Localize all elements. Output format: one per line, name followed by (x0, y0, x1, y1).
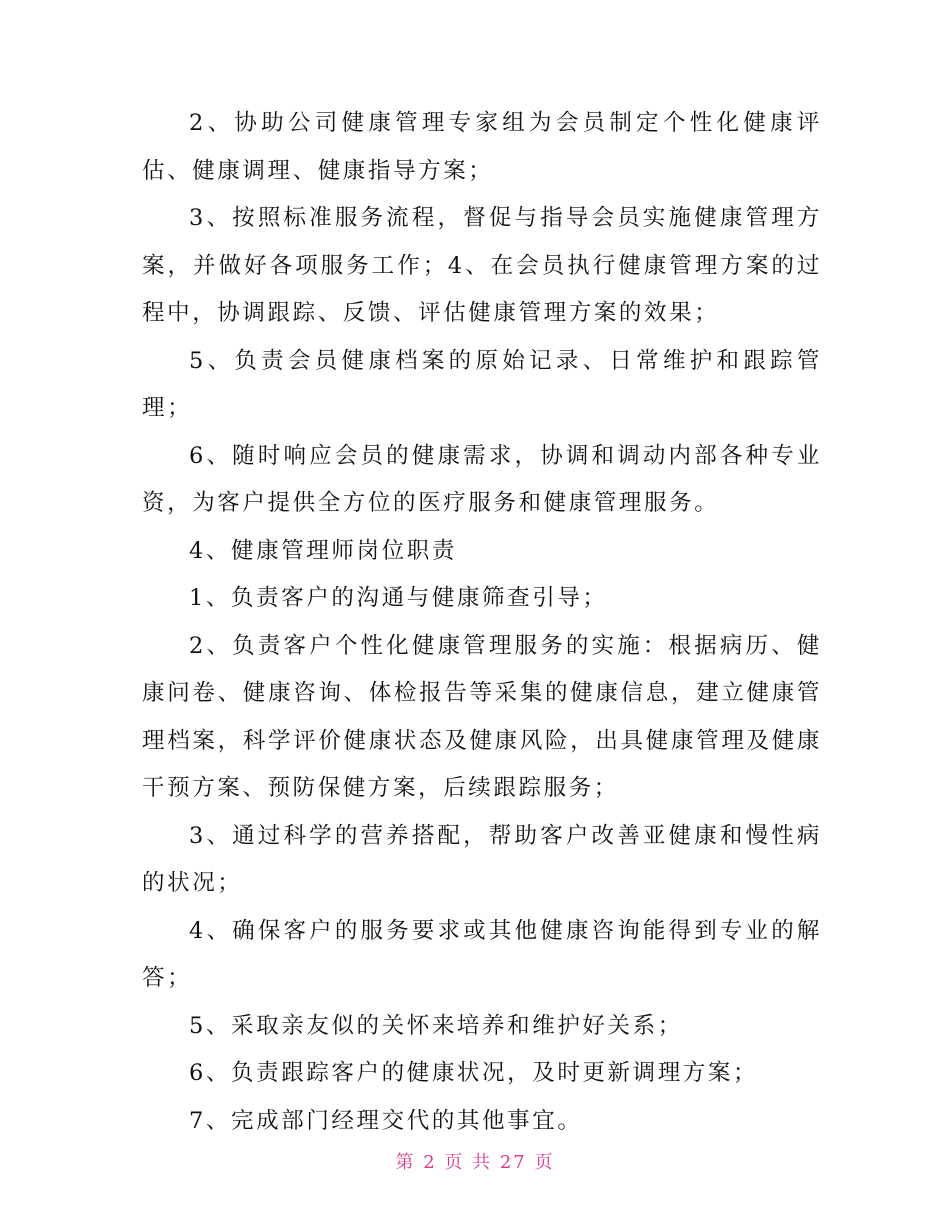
section-heading: 4、健康管理师岗位职责 (189, 537, 457, 564)
duty-item-1: 1、负责客户的沟通与健康筛查引导； (189, 585, 608, 611)
paragraph-item-3-4: 3、按照标准服务流程，督促与指导会员实施健康管理方案，并做好各项服务工作；4、在会员执行健康管理方案的过程中，协调跟踪、反馈、评估健康管理方案的效果； (142, 205, 822, 326)
paragraph-item-6: 6、随时响应会员的健康需求，协调和调动内部各种专业资，为客户提供全方位的医疗服务和健康管理服务。 (142, 442, 822, 516)
paragraph-item-5: 5、负责会员健康档案的原始记录、日常维护和跟踪管理； (142, 347, 822, 421)
duty-item-5: 5、采取亲友似的关怀来培养和维护好关系； (189, 1012, 683, 1039)
duty-item-7: 7、完成部门经理交代的其他事宜。 (189, 1107, 583, 1134)
page-number-footer: 第 2 页 共 27 页 (395, 1152, 555, 1173)
document-body (142, 100, 822, 1145)
duty-item-4: 4、确保客户的服务要求或其他健康咨询能得到专业的解答； (142, 917, 822, 991)
duty-item-6: 6、负责跟踪客户的健康状况，及时更新调理方案； (189, 1060, 759, 1086)
duty-item-2: 2、负责客户个性化健康管理服务的实施：根据病历、健康问卷、健康咨询、体检报告等采集的健康信息，建立健康管理档案，科学评价健康状态及健康风险，出具健康管理及健康干预方案、预防保健方案，后续跟踪服务； (142, 632, 822, 801)
paragraph-item-2: 2、协助公司健康管理专家组为会员制定个性化健康评估、健康调理、健康指导方案； (142, 110, 822, 184)
duty-item-3: 3、通过科学的营养搭配，帮助客户改善亚健康和慢性病的状况； (142, 822, 822, 896)
